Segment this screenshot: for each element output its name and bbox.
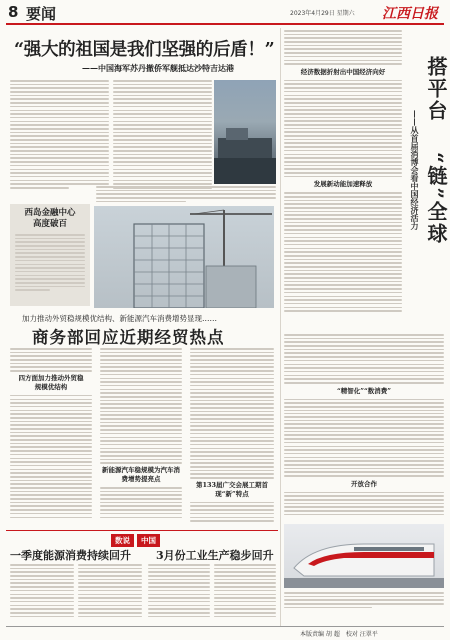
train-photo xyxy=(284,524,444,588)
bottom-headline-1: 一季度能源消费持续回升 xyxy=(10,549,131,562)
tower-crane-illustration xyxy=(94,206,274,308)
feature-headline-vertical xyxy=(408,56,448,286)
page-number: 8 xyxy=(8,3,19,21)
feature-subhead-1: 经济数据折射出中国经济向好 xyxy=(300,67,386,76)
lead-article-text xyxy=(10,80,212,198)
lead-photo xyxy=(214,80,276,184)
feature-subhead-4: 开放合作 xyxy=(351,479,377,488)
footer-rule xyxy=(6,626,444,627)
lead-text-right xyxy=(278,80,279,81)
masthead-logo: 江西日报 xyxy=(382,6,438,22)
header-rule xyxy=(6,23,444,25)
bullet-train-illustration xyxy=(284,524,444,588)
commerce-subhead-2: 新能源汽车稳规模为汽车消费增势提亮点 xyxy=(102,466,180,483)
commerce-subhead-3: 第133届广交会展工期首现“新”特点 xyxy=(195,480,269,498)
commerce-headline: 商务部回应近期经贸热点 xyxy=(32,328,225,347)
feature-text-wide xyxy=(284,334,444,414)
lead-lower-text xyxy=(96,186,276,208)
side-box-title: 西岛金融中心高度破百 xyxy=(24,208,76,229)
lead-headline: “强大的祖国是我们坚强的后盾！” xyxy=(14,40,275,60)
commerce-subhead-1: 四方面加力推动外贸稳规模优结构 xyxy=(18,373,84,391)
page-header xyxy=(0,0,450,24)
bottom-right-text xyxy=(148,564,276,624)
construction-photo xyxy=(94,206,274,308)
data-badge xyxy=(111,534,160,547)
feature-subhead-2: 发展新动能加速释放 xyxy=(313,180,373,189)
feature-text-col-1 xyxy=(284,30,402,330)
lead-subhead: ——中国海军苏丹撤侨军舰抵达沙特吉达港 xyxy=(82,63,234,73)
side-box xyxy=(10,204,90,306)
bottom-headline-2: 3月份工业生产稳步回升 xyxy=(156,549,274,562)
commerce-kicker: 加力推动外贸稳规模优结构、新能源汽车消费增势显现…… xyxy=(22,314,217,323)
commerce-columns xyxy=(10,348,274,528)
bottom-left-text xyxy=(10,564,142,624)
feature-text-lower xyxy=(284,416,444,520)
section-label: 要闻 xyxy=(26,5,57,23)
issue-date: 2023年4月29日 星期六 xyxy=(290,10,355,17)
badge-zhongguo: 中国 xyxy=(137,534,160,547)
feature-subhead-vertical: ——从首届消博会看中国经济活力 xyxy=(410,110,420,230)
badge-shuoshuo: 数说 xyxy=(111,534,134,547)
feature-subhead-3: “精智化”“数消费” xyxy=(337,386,391,395)
bottom-section xyxy=(6,530,278,624)
feature-text-bottom xyxy=(284,592,444,616)
feature-headline-2: “链”全球 xyxy=(424,152,448,246)
feature-headline-1: 搭平台 xyxy=(424,56,448,122)
footer-credits: 本版责编 胡 超 校对 汪翠平 xyxy=(300,631,378,638)
column-divider xyxy=(280,28,281,626)
